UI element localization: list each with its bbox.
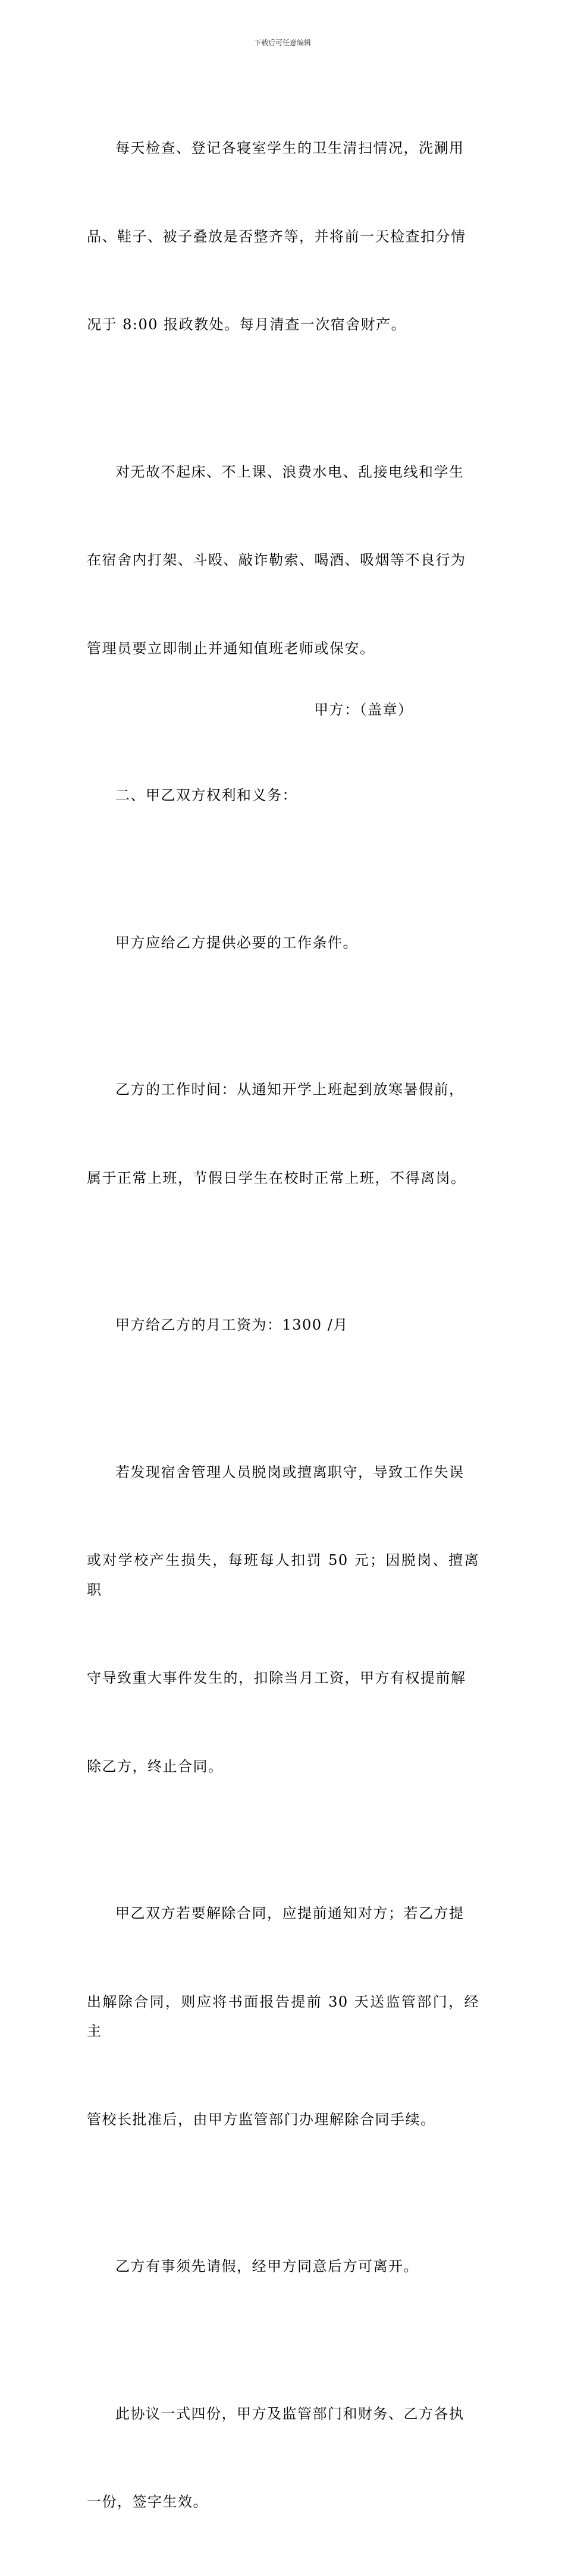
paragraph-line: 出解除合同，则应将书面报告提前 30 天送监管部门，经主 [87,1993,479,2039]
paragraph-line: 守导致重大事件发生的，扣除当月工资，甲方有权提前解 [87,1670,466,1686]
paragraph-line: 甲方应给乙方提供必要的工作条件。 [115,934,358,951]
paragraph-line: 甲方给乙方的月工资为：1300 /月 [115,1317,349,1333]
paragraph-penalty [87,1399,479,1841]
paragraph-line: 一份，签字生效。 [87,2493,208,2510]
paragraph-work-conditions [87,870,479,1017]
paragraph-line: 在宿舍内打架、斗殴、敲诈勒索、喝酒、吸烟等不良行为 [87,552,466,568]
paragraph-line: 除乙方，终止合同。 [87,1758,224,1775]
section-heading-rights [87,722,479,870]
paragraph-leave [87,2193,479,2341]
paragraph-work-time [87,1016,479,1252]
paragraph-line: 属于正常上班，节假日学生在校时正常上班，不得离岗。 [87,1169,466,1186]
paragraph-line: 品、鞋子、被子叠放是否整齐等，并将前一天检查扣分情 [87,228,466,245]
page-header: 下载后可任意编辑 [253,39,311,47]
paragraph-line: 管理员要立即制止并通知值班老师或保安。 [87,640,375,657]
paragraph-line: 二、甲乙双方权利和义务： [115,787,297,804]
paragraph-copies [87,2341,479,2576]
paragraph-line: 每天检查、登记各寝室学生的卫生清扫情况，洗涮用 [115,140,464,156]
party-a-signature-line: 甲方：（盖章） [314,701,413,718]
paragraph-line: 管校长批准后，由甲方监管部门办理解除合同手续。 [87,2111,436,2128]
paragraph-line: 此协议一式四份，甲方及监管部门和财务、乙方各执 [115,2405,464,2422]
paragraph-line: 对无故不起床、不上课、浪费水电、乱接电线和学生 [115,463,464,480]
paragraph-salary [87,1252,479,1399]
paragraph-inspection [87,75,479,399]
paragraph-line: 甲乙双方若要解除合同，应提前通知对方；若乙方提 [115,1905,464,1922]
paragraph-misconduct [87,399,479,723]
paragraph-termination [87,1840,479,2193]
paragraph-line: 况于 8:00 报政教处。每月清查一次宿舍财产。 [87,316,407,333]
document-body [87,75,479,2576]
paragraph-line: 乙方有事须先请假，经甲方同意后方可离开。 [115,2258,419,2275]
paragraph-line: 乙方的工作时间：从通知开学上班起到放寒暑假前， [115,1081,464,1098]
paragraph-line: 或对学校产生损失，每班每人扣罚 50 元；因脱岗、擅离职 [87,1552,479,1598]
paragraph-line: 若发现宿舍管理人员脱岗或擅离职守，导致工作失误 [115,1463,464,1481]
